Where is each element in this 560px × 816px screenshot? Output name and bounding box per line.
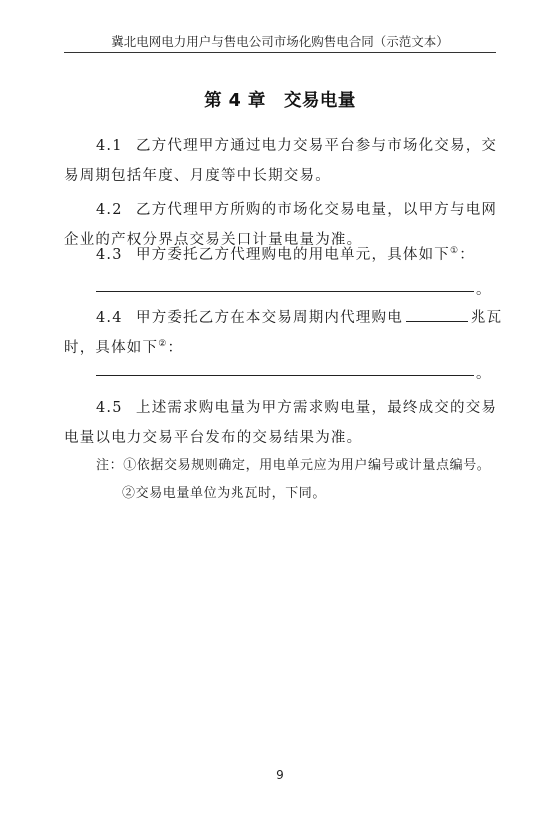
section-4-4-line1 [96, 303, 516, 333]
section-colon: ： [167, 340, 184, 356]
section-4-3-end: 。 [476, 282, 491, 298]
note-1 [96, 453, 490, 479]
footnote-ref-1: ① [450, 246, 460, 257]
section-text: 时，具体如下 [64, 340, 159, 356]
page-header [64, 34, 496, 53]
section-number: 4.2 [96, 202, 123, 218]
section-colon: ： [459, 247, 475, 263]
section-4-4-line2 [64, 333, 516, 363]
section-unit: 兆瓦 [470, 310, 503, 326]
footnote-ref-2: ② [158, 339, 168, 350]
header-title: 冀北电网电力用户与售电公司市场化购售电合同（示范文本） [111, 34, 449, 49]
section-text: 甲方委托乙方在本交易周期内代理购电 [136, 310, 403, 326]
chapter-heading [0, 87, 560, 112]
page-number: 9 [276, 768, 284, 782]
note-2 [122, 481, 326, 507]
section-4-1-line2: 易周期包括年度、月度等中长期交易。 [64, 168, 331, 184]
section-4-5-line2: 电量以电力交易平台发布的交易结果为准。 [64, 430, 363, 446]
section-text: 甲方委托乙方代理购电的用电单元，具体如下 [136, 247, 450, 263]
section-number: 4.3 [96, 247, 123, 263]
section-number: 4.5 [96, 400, 123, 416]
fill-in-blank-quantity[interactable] [406, 305, 468, 322]
section-number: 4.4 [96, 310, 123, 326]
note-text: ②交易电量单位为兆瓦时，下同。 [122, 486, 327, 501]
chapter-number: 第 4 章 [204, 91, 266, 111]
section-text: 乙方代理甲方所购的市场化交易电量，以甲方与电网 [136, 202, 498, 218]
section-text: 乙方代理甲方通过电力交易平台参与市场化交易，交 [136, 138, 498, 154]
section-4-5-line1 [96, 393, 516, 423]
section-4-2-line1 [96, 195, 516, 225]
fill-in-line-details[interactable] [96, 374, 474, 376]
section-4-1-line1 [96, 131, 516, 161]
note-prefix: 注： [96, 458, 124, 473]
section-4-3 [96, 240, 516, 270]
chapter-title: 交易电量 [283, 91, 356, 111]
note-text: ①依据交易规则确定，用电单元应为用户编号或计量点编号。 [123, 458, 491, 473]
section-4-4-end: 。 [476, 366, 491, 382]
section-text: 上述需求购电量为甲方需求购电量，最终成交的交易 [136, 400, 498, 416]
section-number: 4.1 [96, 138, 123, 154]
fill-in-line-units[interactable] [96, 290, 474, 292]
section-4-2-line2: 企业的产权分界点交易关口计量电量为准。 [64, 232, 363, 248]
